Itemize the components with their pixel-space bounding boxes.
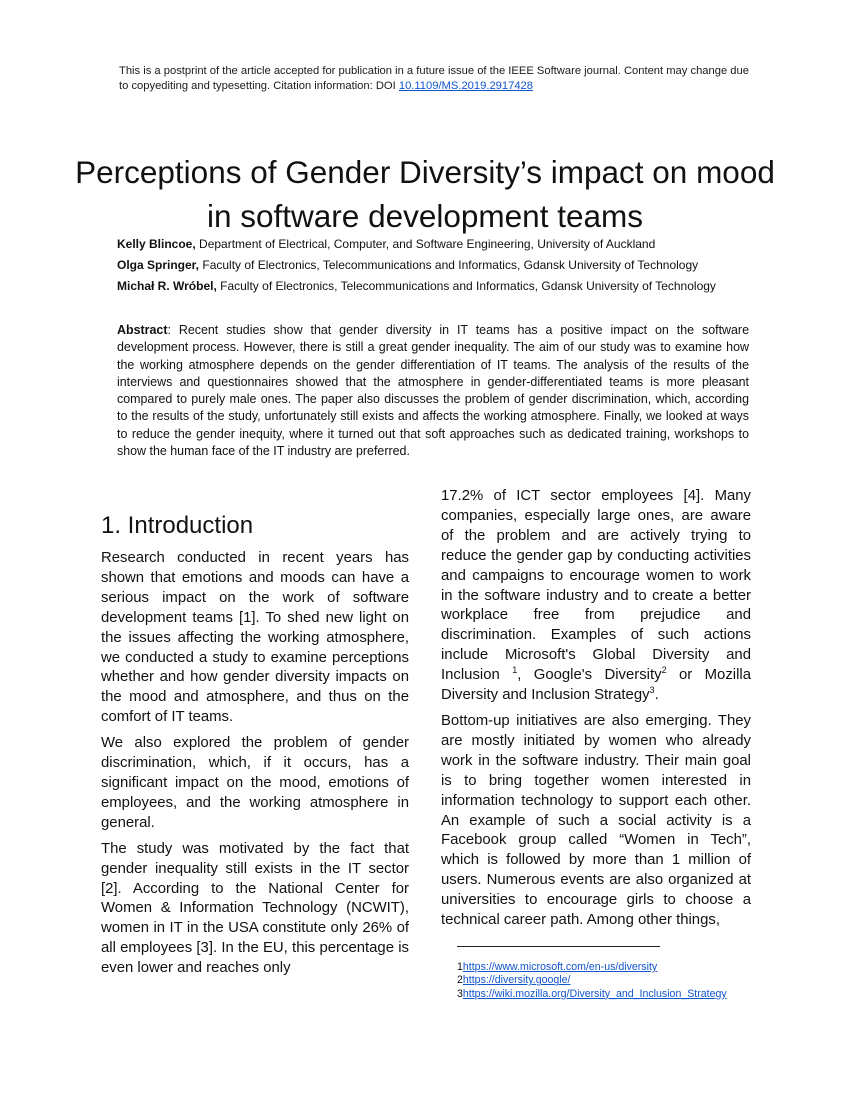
footnote-ref[interactable]: 2 [661, 665, 667, 676]
postprint-notice [119, 64, 759, 93]
author-name: Michał R. Wróbel, [117, 279, 217, 293]
footnote-ref[interactable]: 1 [512, 665, 518, 676]
abstract-text: : Recent studies show that gender diversity in IT teams has a positive impact on the software development process. However, there is still a great gender inequality. The aim of our study was to examine how the working atmosphere depends on the gender differentiation of IT teams. The analysis of the results of the interviews and questionnaires showed that the atmosphere in gender-differentiated teams is more pleasant compared to purely male ones. The paper also discusses the problem of gender discrimination, which, according to the results of the study, unfortunately still exists and affects the working atmosphere. Finally, we looked at ways to reduce the gender inequity, where it turned out that soft approaches such as dedicated training, workshops to show the human face of the IT industry are preferred. [117, 323, 749, 459]
abstract-label: Abstract [117, 323, 168, 337]
footnote [457, 988, 777, 1001]
footnote-number: 1 [457, 961, 463, 973]
paragraph: Bottom-up initiatives are also emerging. They are mostly initiated by women who already work in the software industry. Their main goal is to bring together women interested in information technology to support each other. An example of such a social activity is a Facebook group called “Women in Tech”, which is followed by more than 1 million of users. Numerous events are also organized at universities to encourage girls to choose a technical career path. Among other things, [441, 712, 751, 929]
footnote-link[interactable]: https://diversity.google/ [462, 974, 571, 987]
doi-link[interactable]: 10.1109/MS.2019.2917428 [398, 79, 533, 92]
author-line [117, 257, 797, 278]
paragraph-text: 17.2% of ICT sector employees [4]. Many companies, especially large ones, are aware of the problem and are actively trying to reduce the gender gap by conducting activities and campaigns to encourage women to work in the software industry and to create a better workplace free from prejudice and discrimination. Examples of such actions include Microsoft's Global Diversity and Inclusion [441, 488, 751, 684]
footnote-ref[interactable]: 3 [649, 685, 655, 696]
author-affiliation: Faculty of Electronics, Telecommunications and Informatics, Gdansk University of Technology [216, 279, 716, 293]
paragraph: We also explored the problem of gender discrimination, which, if it occurs, has a significant impact on the mood, emotions of employees, and the working atmosphere in general. [101, 735, 409, 831]
author-name: Kelly Blincoe, [117, 237, 196, 251]
footnote-number: 2 [457, 974, 463, 987]
author-affiliation: Faculty of Electronics, Telecommunications and Informatics, Gdansk University of Technology [199, 258, 699, 272]
footnote-link[interactable]: https://www.microsoft.com/en-us/diversity [462, 961, 658, 973]
footnotes [457, 961, 777, 1001]
author-line [117, 236, 797, 257]
author-line [117, 278, 797, 299]
author-list [117, 236, 797, 299]
left-column [101, 549, 409, 985]
paragraph: The study was motivated by the fact that gender inequality still exists in the IT sector [2]. According to the National Center for Women & Information Technology (NCWIT), women in IT in the USA constitute only 26% of all employees [3]. In the EU, this percentage is even lower and reaches only [101, 840, 409, 977]
paper-title: Perceptions of Gender Diversity’s impact on mood in software development teams [75, 154, 775, 234]
notice-text: This is a postprint of the article accepted for publication in a future issue of the IEEE Software journal. Content may change due to copyediting and typesetting. Citation information: DOI [119, 65, 749, 92]
footnote [457, 974, 777, 987]
paragraph-text: , Google's Diversity [517, 667, 662, 684]
footnote-divider [457, 946, 660, 947]
abstract [117, 322, 749, 460]
author-name: Olga Springer, [117, 258, 200, 272]
right-column [441, 487, 751, 937]
footnote-link[interactable]: https://wiki.mozilla.org/Diversity_and_Inclusion_Strategy [462, 987, 727, 1000]
paragraph-text: or Mozilla Diversity and Inclusion Strategy [441, 667, 751, 704]
paragraph-text: . [654, 687, 659, 704]
footnote [457, 961, 777, 974]
author-affiliation: Department of Electrical, Computer, and Software Engineering, University of Auckland [195, 237, 656, 251]
paragraph [441, 487, 751, 706]
footnote-number: 3 [457, 987, 463, 1000]
section-heading-introduction: 1. Introduction [101, 512, 254, 539]
paragraph: Research conducted in recent years has shown that emotions and moods can have a serious impact on the work of software development teams [1]. To shed new light on the issues affecting the working atmosphere, we conducted a study to examine perceptions whether and how gender diversity impacts on the mood and atmosphere, and thus on the comfort of IT teams. [101, 550, 409, 726]
